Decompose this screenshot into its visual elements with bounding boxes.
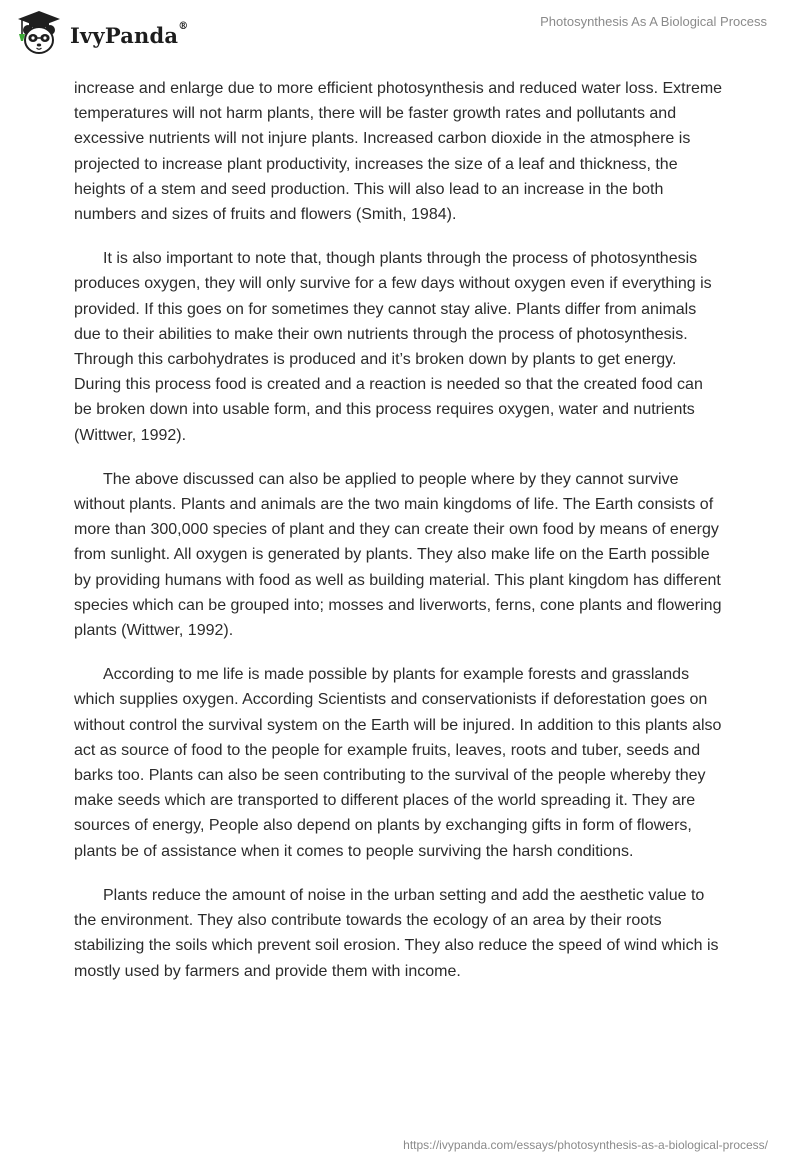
essay-paragraph: The above discussed can also be applied to people where by they cannot survive without plants. Plants and animals are the two main kingdoms of life. The Earth consists of more than 300,000 species of plant and they can create their own food by means of energy from sunlight. All oxygen is generated by plants. They also make life on the Earth possible by providing humans with food as well as building material. This plant kingdom has different species which can be grouped into; mosses and liverworts, ferns, cone plants and flowering plants (Wittwer, 1992). [74,470,722,640]
essay-paragraph: increase and enlarge due to more efficient photosynthesis and reduced water loss. Extreme temperatures will not harm plants, there will be faster growth rates and pollutants and excessive nutrients will not injure plants. Increased carbon dioxide in the atmosphere is projected to increase plant productivity, increases the size of a leaf and thickness, the heights of a stem and seed production. This will also lead to an increase in the both numbers and sizes of fruits and flowers (Smith, 1984). [74,80,723,224]
essay-paragraph: Plants reduce the amount of noise in the urban setting and add the aesthetic value to the environment. They also contribute towards the ecology of an area by their roots stabilizing the soils which prevent soil erosion. They also reduce the speed of wind which is mostly used by farmers and provide them with income. [74,886,719,980]
brand-name: IvyPanda® [70,20,189,48]
brand-logo[interactable] [14,8,188,58]
registered-mark: ® [178,20,189,32]
panda-graduate-icon [14,8,64,58]
essay-paragraph: According to me life is made possible by plants for example forests and grasslands which supplies oxygen. According Scientists and conservationists if deforestation goes on without control the survival system on the Earth will be injured. In addition to this plants also act as source of food to the people for example fruits, leaves, roots and tuber, seeds and barks too. Plants can also be seen contributing to the survival of the people whereby they make seeds which are transported to different places of the world spreading it. They are sources of energy, People also depend on plants by exchanging gifts in form of flowers, plants be of assistance when it comes to people surviving the harsh conditions. [74,666,722,860]
source-url-link[interactable]: https://ivypanda.com/essays/photosynthesis-as-a-biological-process/ [403,1138,768,1152]
essay-paragraph: It is also important to note that, though plants through the process of photosynthesis produces oxygen, they will only survive for a few days without oxygen even if everything is provided. If this goes on for sometimes they cannot stay alive. Plants differ from animals due to their abilities to make their own nutrients through the process of photosynthesis. Through this carbohydrates is produced and it’s broken down by plants to get energy. During this process food is created and a reaction is needed so that the created food can be broken down into usable form, and this process requires oxygen, water and nutrients (Wittwer, 1992). [74,250,712,444]
page-header [0,0,800,70]
essay-body [74,76,724,1003]
document-title: Photosynthesis As A Biological Process [540,14,767,29]
